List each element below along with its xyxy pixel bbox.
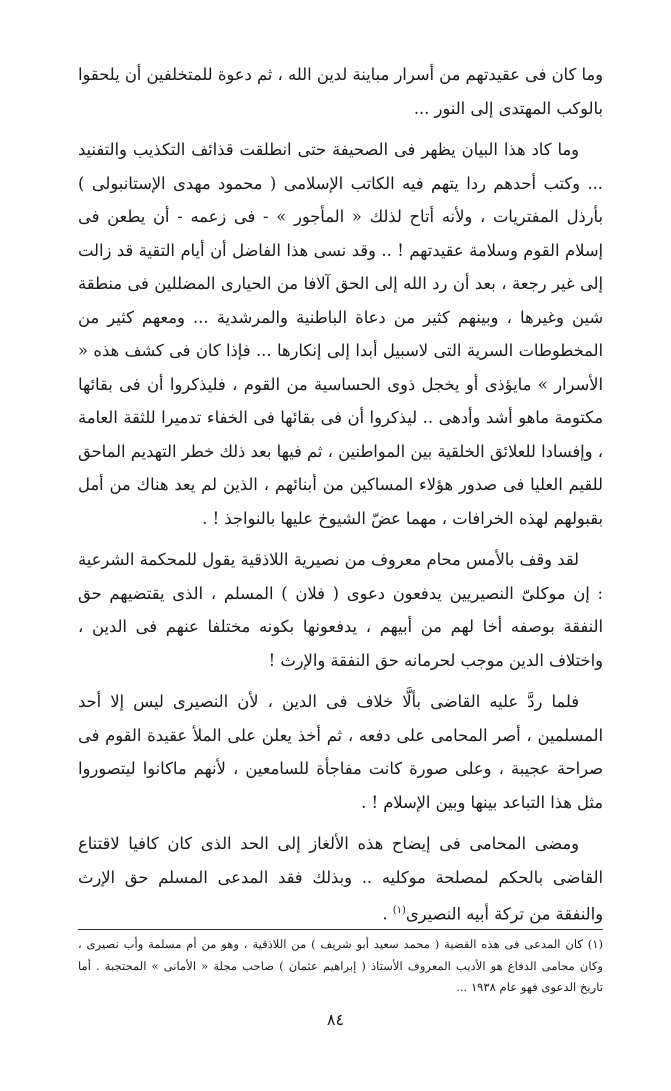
paragraph-5-tail: . [382, 904, 393, 924]
paragraph-5-text: ومضى المحامى فى إيضاح هذه الألغاز إلى الحد الذى كان كافيا لاقتناع القاضى بالحكم لمصلحة موكليه .. وبذلك فقد المدعى المسلم حق الإرث والنفقة من تركة أبيه النصيرى [78, 834, 603, 924]
paragraph-1: وما كان فى عقيدتهم من أسرار مباينة لدين الله ، ثم دعوة للمتخلفين أن يلحقوا بالوكب المهتدى إلى النور ... [78, 65, 603, 118]
footnote: (١) كان المدعى فى هذه القضية ( محمد سعيد أبو شريف ) من اللاذقية ، وهو من أم مسلمة وأب نصيرى ، وكان محامى الدفاع هو الأديب المعروف الأستاذ ( إبراهيم عثمان ) صاحب مجلة « الأمانى » المحتجبة . أما تاريخ الدعوى فهو عام ١٩٣٨ ... [78, 937, 603, 994]
page-number: ٨٤ [326, 1010, 345, 1029]
footnote-marker: (١) [392, 905, 406, 916]
paragraph-4: فلما ردَّ عليه القاضى بألَّا خلاف فى الدين ، لأن النصيرى ليس إلا أحد المسلمين ، أصر المحامى على دفعه ، ثم أخذ يعلن على الملأ عقيدة القوم فى صراحة عجيبة ، وعلى صورة كانت مفاجأة للسامعين ، لأنهم ماكانوا ليتصوروا مثل هذا التباعد بينها وبين الإسلام ! . [78, 692, 603, 812]
main-text [78, 58, 603, 939]
paragraph-5 [78, 827, 603, 931]
paragraph-2: وما كاد هذا البيان يظهر فى الصحيفة حتى انطلقت قذائف التكذيب والتفنيد ... وكتب أحدهم ردا يتهم فيه الكاتب الإسلامى ( محمود مهدى الإستانبولى ) بأرذل المفتريات ، ولأنه أتاح لذلك « المأجور » - فى زعمه - أن يطعن فى إسلام القوم وسلامة عقيدتهم ! .. وقد نسى هذا الفاضل أن أيام التقية قد زالت إلى غير رجعة ، بعد أن رد الله إلى الحق آلافا من الحيارى المضللين فى منطقة شين وغيرها ، وبينهم كثير من دعاة الباطنية والمرشدية ... ومعهم كثير من المخطوطات السرية التى لاسبيل أبدا إلى إنكارها ... فإذا كان فى كشف هذه « الأسرار » مايؤذى أو يخجل ذوى الحساسية من القوم ، فليذكروا أن فى بقائها مكتومة ماهو أشد وأدهى .. ليذكروا أن فى بقائها فى الخفاء تدميرا للثقة العامة ، وإفسادا للعلائق الخلقية بين المواطنين ، ثم فيها بعد ذلك خطر التهديم الماحق للقيم العليا فى صدور هؤلاء المساكين من أبنائهم ، الذين لم يعد هناك من أمل بقبولهم لهذه الخرافات ، مهما عضّ الشيوخ عليها بالنواجذ ! . [78, 140, 603, 528]
paragraph-3: لقد وقف بالأمس محام معروف من نصيرية اللاذقية يقول للمحكمة الشرعية : إن موكلىّ النصيريين يدفعون دعوى ( فلان ) المسلم ، الذى يقتضيهم حق النفقة بوصفه أخا لهم من أبيهم ، يدفعونها بكونه مختلفا عنهم فى الدين ، واختلاف الدين موجب لحرمانه حق النفقة والإرث ! [78, 550, 603, 670]
footnote-divider [78, 929, 603, 930]
